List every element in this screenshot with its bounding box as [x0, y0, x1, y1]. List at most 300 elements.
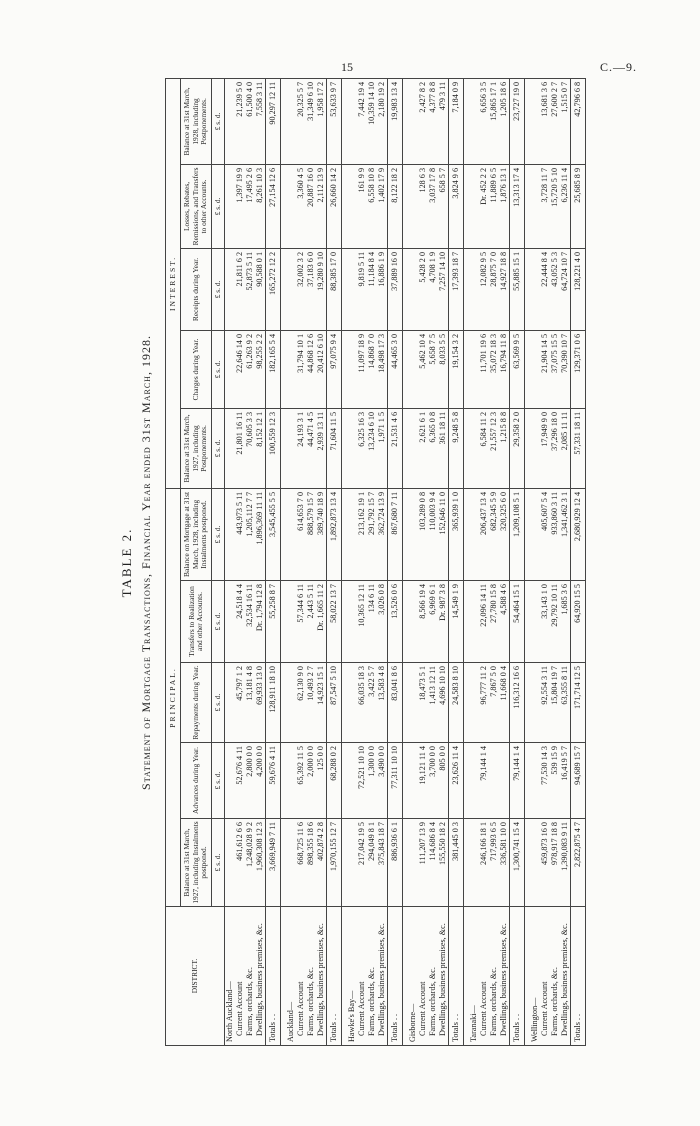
amount-cell [469, 488, 479, 580]
amount-cell: 933,860 3 11 [550, 488, 560, 580]
district-header: DISTRICT. [166, 907, 225, 1046]
amount-cell: 614,653 7 0 [296, 488, 306, 580]
amount-cell: 682,345 5 9 [489, 488, 499, 580]
amount-cell: 5,428 2 0 [418, 248, 428, 330]
account-label: Farms, orchards, &c. [550, 907, 560, 1046]
amount-cell: 1,390,083 9 11 [560, 819, 571, 907]
amount-cell: Dr. 1,665 11 2 [316, 581, 327, 663]
amount-cell: 96,777 11 2 [479, 663, 489, 743]
amount-cell: 8,033 5 5 [438, 330, 449, 408]
amount-cell: 15,865 17 1 [489, 78, 499, 164]
amount-cell: 2,443 5 11 [306, 581, 316, 663]
amount-cell: 1,892,873 13 4 [327, 488, 342, 580]
amount-cell: 6,969 6 1 [428, 581, 438, 663]
amount-cell: 362,724 13 9 [377, 488, 388, 580]
amount-cell: 5,658 7 5 [428, 330, 438, 408]
amount-cell: 11,701 19 6 [479, 330, 489, 408]
amount-cell: 14,923 15 1 [316, 663, 327, 743]
amount-cell: 57,344 6 11 [296, 581, 306, 663]
amount-cell [408, 488, 418, 580]
amount-cell: 155,550 18 2 [438, 819, 449, 907]
amount-cell: 22,646 14 0 [235, 330, 245, 408]
amount-cell: 405,607 5 4 [540, 488, 550, 580]
amount-cell [225, 819, 236, 907]
amount-cell: 2,680,929 12 4 [571, 488, 586, 580]
amount-cell: 32,002 3 2 [296, 248, 306, 330]
amount-cell [286, 248, 296, 330]
amount-cell [469, 164, 479, 248]
amount-cell: 64,724 10 7 [560, 248, 571, 330]
amount-cell [408, 743, 418, 819]
amount-cell [286, 408, 296, 488]
amount-cell: 1,300 0 0 [367, 743, 377, 819]
amount-cell: 17,495 2 6 [245, 164, 255, 248]
account-label: Dwellings, business premises, &c. [316, 907, 327, 1046]
table-row [428, 78, 438, 1045]
amount-cell [530, 330, 540, 408]
account-label: Farms, orchards, &c. [489, 907, 499, 1046]
column-header: Balance at 31st March, 1928, including Postponements. [181, 78, 211, 164]
account-label: Dwellings, business premises, &c. [377, 907, 388, 1046]
amount-cell: 29,792 10 11 [550, 581, 560, 663]
amount-cell: 1,413 12 11 [428, 663, 438, 743]
amount-cell: 53,633 9 7 [327, 78, 342, 164]
amount-cell [225, 78, 236, 164]
amount-cell: 94,689 15 7 [571, 743, 586, 819]
table-row [306, 78, 316, 1045]
amount-cell [408, 248, 418, 330]
amount-cell [469, 663, 479, 743]
totals-label: Totals . . [388, 907, 403, 1046]
amount-cell: 69,933 13 0 [255, 663, 266, 743]
amount-cell [286, 164, 296, 248]
amount-cell: 9,819 5 11 [357, 248, 367, 330]
amount-cell: 978,917 18 8 [550, 819, 560, 907]
table-row [255, 78, 266, 1045]
amount-cell: 11,184 8 4 [367, 248, 377, 330]
amount-cell [286, 488, 296, 580]
amount-cell: 31,349 6 10 [306, 78, 316, 164]
amount-cell: 375,843 18 7 [377, 819, 388, 907]
amount-cell [347, 408, 357, 488]
amount-cell: Dr. 1,794 12 8 [255, 581, 266, 663]
amount-cell: 13,313 17 4 [510, 164, 525, 248]
amount-cell [489, 743, 499, 819]
amount-cell [347, 488, 357, 580]
column-header: Balance on Mortgage at 31st March, 1928, including Instalments postponed. [181, 488, 211, 580]
amount-cell: 11,889 6 5 [489, 164, 499, 248]
amount-cell: 898,355 18 6 [306, 819, 316, 907]
units-header: £ s. d. [211, 581, 224, 663]
amount-cell: Dr. 452 2 2 [479, 164, 489, 248]
amount-cell [408, 78, 418, 164]
amount-cell: 29,358 2 0 [510, 408, 525, 488]
amount-cell [225, 743, 236, 819]
amount-cell: 134 6 11 [367, 581, 377, 663]
amount-cell: 2,822,875 4 7 [571, 819, 586, 907]
amount-cell: 68,288 0 2 [327, 743, 342, 819]
account-label: Farms, orchards, &c. [428, 907, 438, 1046]
amount-cell: 9,248 5 8 [449, 408, 464, 488]
amount-cell [286, 663, 296, 743]
amount-cell: 18,473 5 1 [418, 663, 428, 743]
amount-cell: 1,876 13 1 [499, 164, 510, 248]
amount-cell: 7,442 19 4 [357, 78, 367, 164]
amount-cell [530, 488, 540, 580]
amount-cell [347, 663, 357, 743]
amount-cell: 103,289 0 8 [418, 488, 428, 580]
amount-cell: Dr. 987 3 8 [438, 581, 449, 663]
amount-cell: 128,911 18 10 [266, 663, 281, 743]
amount-cell: 6,236 11 4 [560, 164, 571, 248]
amount-cell: 217,042 19 5 [357, 819, 367, 907]
amount-cell: 867,680 7 11 [388, 488, 403, 580]
district-name: Hawke's Bay— [347, 907, 357, 1046]
column-header: Balance at 31st March, 1927, including Instalments postponed. [181, 819, 211, 907]
amount-cell [347, 819, 357, 907]
table-label: TABLE 2. [119, 527, 134, 598]
amount-cell: 8,261 10 3 [255, 164, 266, 248]
amount-cell: 10,493 2 7 [306, 663, 316, 743]
amount-cell: 3,669,949 7 11 [266, 819, 281, 907]
amount-cell: 320,325 6 0 [499, 488, 510, 580]
amount-cell: 2,000 0 0 [306, 743, 316, 819]
amount-cell: 1,685 3 6 [560, 581, 571, 663]
amount-cell: 8,122 18 2 [388, 164, 403, 248]
amount-cell: 61,263 9 2 [245, 330, 255, 408]
amount-cell [469, 408, 479, 488]
amount-cell: 15,720 5 10 [550, 164, 560, 248]
amount-cell: 246,166 18 1 [479, 819, 489, 907]
amount-cell: 21,531 4 6 [388, 408, 403, 488]
amount-cell: 31,794 10 1 [296, 330, 306, 408]
table-row [540, 78, 550, 1045]
amount-cell: 6,584 11 2 [479, 408, 489, 488]
amount-cell: 365,939 1 0 [449, 488, 464, 580]
amount-cell: 294,049 8 1 [367, 819, 377, 907]
amount-cell [408, 408, 418, 488]
amount-cell [530, 164, 540, 248]
table-row [316, 78, 327, 1045]
interest-header: INTEREST. [166, 78, 181, 488]
amount-cell: 114,686 8 4 [428, 819, 438, 907]
amount-cell: 116,312 16 6 [510, 663, 525, 743]
amount-cell: 2,112 13 9 [316, 164, 327, 248]
amount-cell: 57,331 18 11 [571, 408, 586, 488]
amount-cell: 24,518 4 4 [235, 581, 245, 663]
table-row [438, 78, 449, 1045]
amount-cell: 90,588 0 1 [255, 248, 266, 330]
amount-cell: 22,444 8 4 [540, 248, 550, 330]
amount-cell: 7,558 3 11 [255, 78, 266, 164]
amount-cell: 23,727 19 0 [510, 78, 525, 164]
amount-cell [469, 581, 479, 663]
amount-cell [225, 248, 236, 330]
account-label: Current Account [418, 907, 428, 1046]
amount-cell: 1,971 1 5 [377, 408, 388, 488]
amount-cell: 1,341,462 3 1 [560, 488, 571, 580]
district-row [347, 78, 357, 1045]
account-label: Current Account [357, 907, 367, 1046]
amount-cell: 111,207 13 9 [418, 819, 428, 907]
amount-cell: 381,445 0 3 [449, 819, 464, 907]
amount-cell: 1,970,155 12 7 [327, 819, 342, 907]
amount-cell: 28,875 7 0 [489, 248, 499, 330]
table-body [225, 78, 586, 1045]
amount-cell [530, 663, 540, 743]
amount-cell: 21,801 16 11 [235, 408, 245, 488]
amount-cell: 44,868 12 6 [306, 330, 316, 408]
units-header: £ s. d. [211, 743, 224, 819]
amount-cell: 13,181 4 8 [245, 663, 255, 743]
amount-cell: 3,360 4 5 [296, 164, 306, 248]
table-row [550, 78, 560, 1045]
amount-cell: 461,612 6 6 [235, 819, 245, 907]
amount-cell: 11,097 18 9 [357, 330, 367, 408]
amount-cell: 22,096 14 11 [479, 581, 489, 663]
amount-cell: 54,464 15 1 [510, 581, 525, 663]
amount-cell: 8,152 12 1 [255, 408, 266, 488]
amount-cell: 19,154 3 2 [449, 330, 464, 408]
amount-cell: 1,960,308 12 3 [255, 819, 266, 907]
units-header: £ s. d. [211, 663, 224, 743]
amount-cell: 37,296 18 0 [550, 408, 560, 488]
amount-cell: 443,973 5 11 [235, 488, 245, 580]
amount-cell: 42,796 6 8 [571, 78, 586, 164]
amount-cell: 35,072 18 3 [489, 330, 499, 408]
amount-cell: 6,365 0 8 [428, 408, 438, 488]
amount-cell: 32,534 16 11 [245, 581, 255, 663]
amount-cell: 58,022 13 7 [327, 581, 342, 663]
table-title: Statement of Mortgage Transactions, Financial Year ended 31st March, 1928. [139, 335, 153, 790]
amount-cell: 21,904 14 5 [540, 330, 550, 408]
totals-row [510, 78, 525, 1045]
amount-cell: 129,371 0 6 [571, 330, 586, 408]
amount-cell: 4,377 8 8 [428, 78, 438, 164]
amount-cell: 52,873 5 11 [245, 248, 255, 330]
district-name: Gisborne— [408, 907, 418, 1046]
column-header: Charges during Year. [181, 330, 211, 408]
amount-cell [347, 330, 357, 408]
account-label: Farms, orchards, &c. [306, 907, 316, 1046]
amount-cell: 13,526 0 6 [388, 581, 403, 663]
totals-row [388, 78, 403, 1045]
amount-cell: 71,604 11 5 [327, 408, 342, 488]
amount-cell [530, 408, 540, 488]
amount-cell: 886,936 6 1 [388, 819, 403, 907]
amount-cell: 1,248,028 9 2 [245, 819, 255, 907]
table-row [560, 78, 571, 1045]
amount-cell: 19,280 9 10 [316, 248, 327, 330]
amount-cell: 27,154 12 6 [266, 164, 281, 248]
amount-cell: 1,300,741 15 4 [510, 819, 525, 907]
amount-cell: 77,311 10 10 [388, 743, 403, 819]
amount-cell: 16,886 1 9 [377, 248, 388, 330]
amount-cell: 6,558 10 8 [367, 164, 377, 248]
district-row [408, 78, 418, 1045]
amount-cell [347, 743, 357, 819]
amount-cell: 14,868 7 0 [367, 330, 377, 408]
table-row [479, 78, 489, 1045]
amount-cell: 62,130 9 0 [296, 663, 306, 743]
amount-cell [225, 488, 236, 580]
amount-cell: 87,547 5 10 [327, 663, 342, 743]
amount-cell: 3,037 17 8 [428, 164, 438, 248]
amount-cell [225, 330, 236, 408]
amount-cell: 3,026 0 8 [377, 581, 388, 663]
account-label: Farms, orchards, &c. [367, 907, 377, 1046]
account-label: Current Account [479, 907, 489, 1046]
amount-cell: 70,390 10 7 [560, 330, 571, 408]
account-label: Dwellings, business premises, &c. [560, 907, 571, 1046]
amount-cell: 361 18 11 [438, 408, 449, 488]
amount-cell [286, 78, 296, 164]
units-header: £ s. d. [211, 408, 224, 488]
amount-cell: 4,708 1 9 [428, 248, 438, 330]
mortgage-transactions-table [165, 78, 586, 1046]
amount-cell: 20,887 16 0 [306, 164, 316, 248]
amount-cell: 171,714 12 5 [571, 663, 586, 743]
amount-cell: 3,700 0 0 [428, 743, 438, 819]
amount-cell: 125 0 0 [316, 743, 327, 819]
amount-cell [499, 743, 510, 819]
amount-cell: 7,257 14 10 [438, 248, 449, 330]
amount-cell: 83,041 8 6 [388, 663, 403, 743]
amount-cell: 2,800 0 0 [245, 743, 255, 819]
amount-cell: 539 15 9 [550, 743, 560, 819]
table-row [367, 78, 377, 1045]
amount-cell: 3,545,455 5 5 [266, 488, 281, 580]
district-name: Wellington— [530, 907, 540, 1046]
amount-cell [530, 78, 540, 164]
table-row [357, 78, 367, 1045]
amount-cell [530, 743, 540, 819]
account-label: Current Account [235, 907, 245, 1046]
table-row [377, 78, 388, 1045]
amount-cell [469, 743, 479, 819]
amount-cell: 88,385 17 0 [327, 248, 342, 330]
table-row [245, 78, 255, 1045]
amount-cell: 59,676 4 11 [266, 743, 281, 819]
district-row [469, 78, 479, 1045]
amount-cell: 44,471 4 5 [306, 408, 316, 488]
account-label: Dwellings, business premises, &c. [438, 907, 449, 1046]
amount-cell: 1,397 19 9 [235, 164, 245, 248]
table-row [235, 78, 245, 1045]
amount-cell [530, 581, 540, 663]
totals-label: Totals . . [266, 907, 281, 1046]
amount-cell [225, 663, 236, 743]
amount-cell [225, 408, 236, 488]
amount-cell: 37,075 15 5 [550, 330, 560, 408]
amount-cell: 3,824 9 6 [449, 164, 464, 248]
amount-cell: 52,676 4 11 [235, 743, 245, 819]
amount-cell: 152,646 11 0 [438, 488, 449, 580]
amount-cell: 389,740 18 9 [316, 488, 327, 580]
totals-label: Totals . . [449, 907, 464, 1046]
amount-cell: 15,804 19 7 [550, 663, 560, 743]
column-header: Losses, Rebates, Remissions, and Transfers to other Accounts. [181, 164, 211, 248]
units-header: £ s. d. [211, 819, 224, 907]
amount-cell: 79,144 1 4 [510, 743, 525, 819]
amount-cell: 4,696 10 10 [438, 663, 449, 743]
amount-cell: 7,867 5 0 [489, 663, 499, 743]
amount-cell [469, 819, 479, 907]
amount-cell: 888,579 15 7 [306, 488, 316, 580]
account-label: Dwellings, business premises, &c. [255, 907, 266, 1046]
totals-label: Totals . . [327, 907, 342, 1046]
amount-cell: 206,437 13 4 [479, 488, 489, 580]
amount-cell: 10,359 14 10 [367, 78, 377, 164]
amount-cell: 161 9 9 [357, 164, 367, 248]
amount-cell: 18,498 17 3 [377, 330, 388, 408]
amount-cell: 6,325 16 3 [357, 408, 367, 488]
district-name: Taranaki— [469, 907, 479, 1046]
amount-cell [408, 330, 418, 408]
amount-cell: 13,234 6 10 [367, 408, 377, 488]
amount-cell: 13,681 3 6 [540, 78, 550, 164]
amount-cell: 2,621 6 1 [418, 408, 428, 488]
account-label: Current Account [540, 907, 550, 1046]
amount-cell: 77,530 14 3 [540, 743, 550, 819]
units-header: £ s. d. [211, 488, 224, 580]
amount-cell [408, 819, 418, 907]
amount-cell: 3,490 0 0 [377, 743, 388, 819]
amount-cell: 291,792 15 7 [367, 488, 377, 580]
amount-cell [347, 164, 357, 248]
units-header: £ s. d. [211, 78, 224, 164]
amount-cell: 14,549 1 9 [449, 581, 464, 663]
account-label: Dwellings, business premises, &c. [499, 907, 510, 1046]
column-header: Repayments during Year. [181, 663, 211, 743]
amount-cell: 61,500 4 0 [245, 78, 255, 164]
amount-cell: 64,920 15 5 [571, 581, 586, 663]
amount-cell: 72,521 10 10 [357, 743, 367, 819]
amount-cell: 7,184 0 9 [449, 78, 464, 164]
account-label: Current Account [296, 907, 306, 1046]
amount-cell: 4,588 4 6 [499, 581, 510, 663]
amount-cell: 98,255 2 2 [255, 330, 266, 408]
amount-cell [347, 78, 357, 164]
amount-cell: 27,780 15 8 [489, 581, 499, 663]
amount-cell: 33,143 1 0 [540, 581, 550, 663]
district-name: North Auckland— [225, 907, 236, 1046]
amount-cell: 37,183 6 0 [306, 248, 316, 330]
amount-cell [286, 819, 296, 907]
amount-cell: 668,725 11 6 [296, 819, 306, 907]
table-row [489, 78, 499, 1045]
amount-cell: 12,082 9 5 [479, 248, 489, 330]
amount-cell [286, 581, 296, 663]
amount-cell: 24,193 3 1 [296, 408, 306, 488]
units-header: £ s. d. [211, 248, 224, 330]
amount-cell: 5,462 10 4 [418, 330, 428, 408]
amount-cell: 717,993 6 5 [489, 819, 499, 907]
page-number: 15 [341, 60, 353, 74]
amount-cell: 16,419 5 7 [560, 743, 571, 819]
page-reference: C.—9. [600, 60, 638, 74]
amount-cell: 1,209,108 5 1 [510, 488, 525, 580]
amount-cell: 3,728 11 7 [540, 164, 550, 248]
amount-cell: 10,365 12 11 [357, 581, 367, 663]
table-row [418, 78, 428, 1045]
amount-cell: 21,239 5 0 [235, 78, 245, 164]
amount-cell: 19,121 11 4 [418, 743, 428, 819]
rotated-table-region [119, 79, 679, 1046]
amount-cell: 13,583 4 8 [377, 663, 388, 743]
amount-cell [408, 581, 418, 663]
principal-header: PRINCIPAL. [166, 488, 181, 906]
